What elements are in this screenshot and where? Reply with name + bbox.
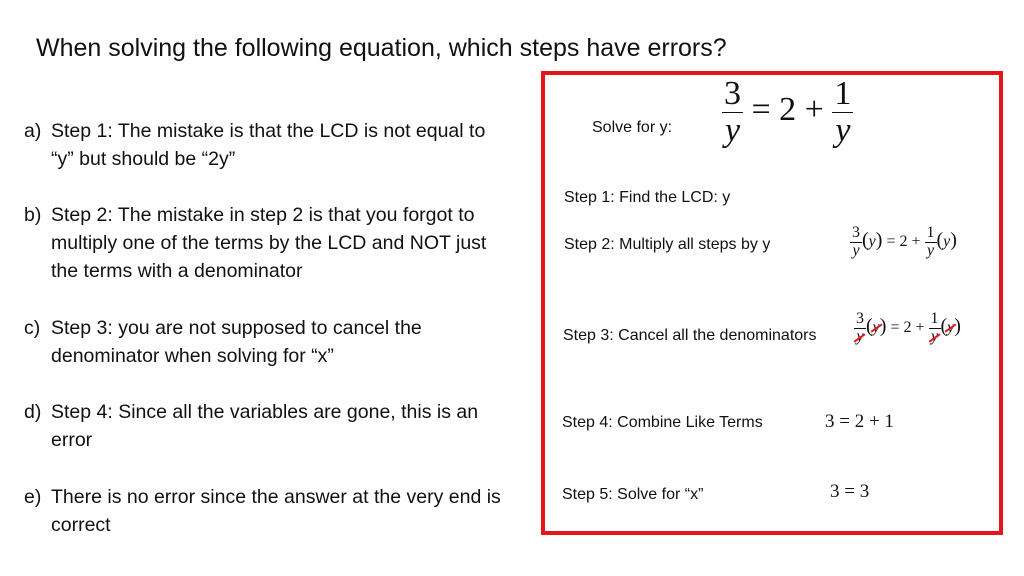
option-text: Step 3: you are not supposed to cancel the denominator when solving for “x” — [51, 317, 422, 367]
step-4-label: Step 4: Combine Like Terms — [562, 414, 763, 431]
option-d[interactable] — [24, 398, 504, 454]
option-a[interactable] — [24, 117, 504, 173]
main-equation: $\frac{3}{y}$ = 2 + $\frac{1}{y}$ — [724, 75, 852, 149]
option-text: Step 1: The mistake is that the LCD is not equal to “y” but should be “2y” — [51, 120, 486, 170]
step-1-label: Step 1: Find the LCD: y — [564, 189, 731, 206]
option-letter: d) — [24, 401, 42, 423]
option-letter: e) — [24, 486, 42, 508]
step-4-equation: 3 = 2 + 1 — [825, 411, 894, 432]
step-3-label: Step 3: Cancel all the denominators — [563, 327, 817, 344]
step-5-equation: 3 = 3 — [830, 481, 870, 502]
option-letter: c) — [24, 317, 41, 339]
option-text: Step 4: Since all the variables are gone, this is an error — [51, 401, 479, 451]
option-letter: b) — [24, 204, 42, 226]
solve-label: Solve for y: — [592, 119, 673, 136]
option-letter: a) — [24, 120, 42, 142]
option-text: Step 2: The mistake in step 2 is that you forgot to multiply one of the terms by the LCD and NOT just the terms with a denominator — [51, 204, 487, 282]
option-c[interactable] — [24, 314, 504, 370]
option-text: There is no error since the answer at the very end is correct — [51, 486, 501, 536]
step-3-equation: $\frac{3}{y}$ (y) = 2 + $\frac{1}{y}$ (y) — [856, 310, 961, 345]
question-title: When solving the following equation, which steps have errors? — [36, 34, 727, 62]
step-5-label: Step 5: Solve for “x” — [562, 486, 704, 503]
option-b[interactable] — [24, 201, 504, 285]
step-2-equation: $\frac{3}{y}$ (y) = 2 + $\frac{1}{y}$ (y) — [852, 224, 957, 259]
step-2-label: Step 2: Multiply all steps by y — [564, 236, 771, 253]
option-e[interactable] — [24, 483, 504, 539]
